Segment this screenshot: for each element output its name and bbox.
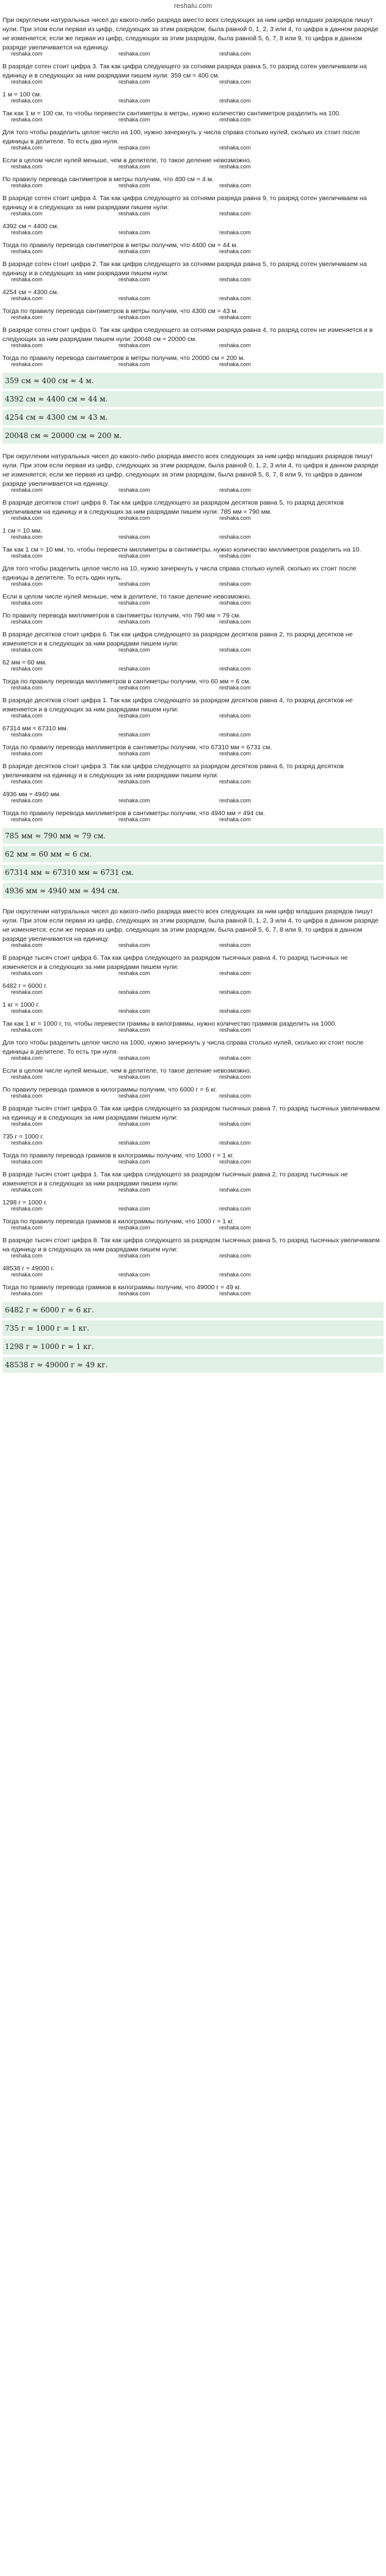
watermark-text: reshaka.com xyxy=(219,515,251,521)
watermark-text: reshaka.com xyxy=(219,342,251,348)
watermark-text: reshaka.com xyxy=(219,1290,251,1297)
watermark-text: reshaka.com xyxy=(11,145,43,151)
watermark-text: reshaka.com xyxy=(219,732,251,738)
watermark-text: reshaka.com xyxy=(219,581,251,587)
answer-line: 62 мм ≈ 60 мм ≈ 6 см. xyxy=(2,846,384,862)
solution-paragraph xyxy=(2,62,384,84)
solution-content xyxy=(0,12,386,1373)
answer-line: 4392 см ≈ 4400 см ≈ 44 м. xyxy=(2,391,384,407)
paragraph-text: По правилу перевода сантиметров в метры получим, что 400 см = 4 м. xyxy=(2,176,214,183)
paragraph-text: 62 мм ≈ 60 мм. xyxy=(2,659,47,666)
watermark-text: reshaka.com xyxy=(11,51,43,57)
solution-paragraph xyxy=(2,527,384,539)
paragraph-text: Если в целом числе нулей меньше, чем в делителе, то такое деление невозможно. xyxy=(2,593,252,600)
watermark-text: reshaka.com xyxy=(118,342,150,348)
paragraph-text: По правилу перевода граммов в килограммы получим, что 6000 г = 6 кг. xyxy=(2,1086,217,1093)
paragraph-text: Тогда по правилу перевода граммов в килограммы получим, что 1000 г = 1 кг. xyxy=(2,1152,234,1159)
watermark-text: reshaka.com xyxy=(11,295,43,301)
answer-line: 785 мм ≈ 790 мм ≈ 79 см. xyxy=(2,828,384,844)
solution-paragraph xyxy=(2,109,384,122)
watermark-text: reshaka.com xyxy=(219,1206,251,1212)
solution-paragraph xyxy=(2,790,384,803)
watermark-text: reshaka.com xyxy=(219,1225,251,1231)
watermark-text: reshaka.com xyxy=(219,295,251,301)
answer-line: 6482 г ≈ 6000 г ≈ 6 кг. xyxy=(2,1302,384,1318)
paragraph-text: 735 г ≈ 1000 г. xyxy=(2,1133,44,1140)
watermark-text: reshaka.com xyxy=(118,1159,150,1165)
watermark-text: reshaka.com xyxy=(118,685,150,691)
paragraph-text: Тогда по правилу перевода сантиметров в метры получим, что 20000 см = 200 м. xyxy=(2,354,246,362)
watermark-text: reshaka.com xyxy=(11,989,43,995)
watermark-text: reshaka.com xyxy=(11,647,43,653)
paragraph-text: При округлении натуральных чисел до какого-либо разряда вместо всех следующих за ним цифр младших разрядов пишут нули. При этом если первая из цифр, следующих за этим разрядом, была равной 0, 1, 2, 3 или 4, то цифра в данном разряде не изменяется; если же первая из цифр, следующих за этим разрядом, была равной 5, 6, 7, 8 или 9, то цифра в данном разряде увеличивается на единицу. xyxy=(2,908,379,943)
watermark-text: reshaka.com xyxy=(118,1008,150,1014)
watermark-text: reshaka.com xyxy=(118,276,150,282)
solution-paragraph xyxy=(2,222,384,235)
watermark-text: reshaka.com xyxy=(219,314,251,320)
paragraph-text: Для того чтобы разделить целое число на 10, нужно зачеркнуть у числа справа столько нулей, сколько их стоит после единицы в делителе. То есть один нуль. xyxy=(2,565,357,581)
paragraph-text: Для того чтобы разделить целое число на 100, нужно зачеркнуть у числа справа столько нулей, сколько их стоит после единицы в делителе. То есть два нуля. xyxy=(2,129,360,145)
paragraph-text: Тогда по правилу перевода миллиметров в сантиметры получим, что 67310 мм = 6731 см. xyxy=(2,744,272,751)
paragraph-text: В разряде десятков стоит цифра 8. Так как цифра следующего за разрядом десятков равна 5, то разряд десятков увеличиваем на единицу и в следующих за ним разрядами пишем нули: 785 мм ≈ 790 мм. xyxy=(2,499,344,516)
solution-paragraph xyxy=(2,724,384,737)
watermark-text: reshaka.com xyxy=(118,816,150,822)
solution-paragraph xyxy=(2,288,384,301)
watermark-text: reshaka.com xyxy=(11,942,43,948)
paragraph-text: По правилу перевода миллиметров в сантиметры получим, что 790 мм = 79 см. xyxy=(2,612,241,619)
watermark-text: reshaka.com xyxy=(11,685,43,691)
watermark-text: reshaka.com xyxy=(11,1027,43,1033)
watermark-text: reshaka.com xyxy=(219,1055,251,1061)
paragraph-text: В разряде тысяч стоит цифра 6. Так как цифра следующего за разрядом тысячных равна 4, то разряд тысячных не изменяется и в следующих за ним разрядами пишем нули: xyxy=(2,954,348,971)
solution-section-c xyxy=(2,907,384,1373)
watermark-text: reshaka.com xyxy=(11,210,43,217)
watermark-text: reshaka.com xyxy=(219,600,251,606)
watermark-text: reshaka.com xyxy=(11,779,43,785)
watermark-text: reshaka.com xyxy=(118,51,150,57)
paragraph-text: 1 м = 100 см. xyxy=(2,91,42,98)
watermark-text: reshaka.com xyxy=(219,647,251,653)
watermark-text: reshaka.com xyxy=(118,1055,150,1061)
solution-paragraph xyxy=(2,545,384,558)
watermark-text: reshaka.com xyxy=(219,942,251,948)
site-header xyxy=(0,0,386,12)
solution-section-b xyxy=(2,452,384,899)
solution-paragraph xyxy=(2,1085,384,1098)
watermark-text: reshaka.com xyxy=(11,666,43,672)
watermark-text: reshaka.com xyxy=(118,1140,150,1146)
watermark-text: reshaka.com xyxy=(219,1187,251,1193)
watermark-text: reshaka.com xyxy=(118,534,150,540)
watermark-text: reshaka.com xyxy=(219,1253,251,1259)
watermark-text: reshaka.com xyxy=(11,797,43,804)
answer-block xyxy=(2,828,384,899)
watermark-text: reshaka.com xyxy=(11,1159,43,1165)
paragraph-text: Так как 1 см = 10 мм, то, чтобы перевести миллиметры в сантиметры, нужно количество миллиметров разделить на 10. xyxy=(2,546,362,553)
watermark-text: reshaka.com xyxy=(219,1074,251,1080)
watermark-text: reshaka.com xyxy=(219,797,251,804)
watermark-text: reshaka.com xyxy=(118,1290,150,1297)
watermark-text: reshaka.com xyxy=(11,229,43,236)
solution-paragraph xyxy=(2,1217,384,1230)
watermark-text: reshaka.com xyxy=(219,553,251,559)
watermark-text: reshaka.com xyxy=(118,581,150,587)
paragraph-text: 6482 г ≈ 6000 г. xyxy=(2,982,48,990)
watermark-text: reshaka.com xyxy=(219,619,251,625)
watermark-text: reshaka.com xyxy=(118,600,150,606)
solution-paragraph xyxy=(2,1001,384,1013)
answer-line: 735 г ≈ 1000 г ≈ 1 кг. xyxy=(2,1320,384,1336)
paragraph-text: Тогда по правилу перевода граммов в килограммы получим, что 1000 г = 1 кг. xyxy=(2,1218,234,1225)
watermark-text: reshaka.com xyxy=(118,487,150,493)
solution-paragraph xyxy=(2,128,384,150)
answer-line: 4254 см ≈ 4300 см ≈ 43 м. xyxy=(2,409,384,425)
watermark-text: reshaka.com xyxy=(219,51,251,57)
watermark-text: reshaka.com xyxy=(219,276,251,282)
solution-paragraph xyxy=(2,564,384,586)
watermark-text: reshaka.com xyxy=(11,1253,43,1259)
paragraph-text: В разряде десятков стоит цифра 1. Так как цифра следующего за разрядом десятков равна 4, то разряд десятков не изменяется и в следующих за ним разрядами пишем нули: xyxy=(2,697,353,713)
paragraph-text: При округлении натуральных чисел до какого-либо разряда вместо всех следующих за ним цифр младших разрядов пишут нули. При этом если первая из цифр, следующих за этим разрядом, была равной 0, 1, 2, 3 или 4, то цифра в данном разряде не изменяется; если же первая из цифр, следующих за этим разрядом, была равной 5, 6, 7, 8 или 9, то цифра в данном разряде увеличивается на единицу. xyxy=(2,16,379,51)
watermark-text: reshaka.com xyxy=(219,750,251,757)
watermark-text: reshaka.com xyxy=(219,713,251,719)
answer-line: 1298 г ≈ 1000 г ≈ 1 кг. xyxy=(2,1339,384,1355)
watermark-text: reshaka.com xyxy=(11,1206,43,1212)
watermark-text: reshaka.com xyxy=(118,248,150,254)
watermark-text: reshaka.com xyxy=(118,1225,150,1231)
solution-paragraph xyxy=(2,592,384,605)
watermark-text: reshaka.com xyxy=(118,970,150,976)
watermark-text: reshaka.com xyxy=(219,666,251,672)
watermark-text: reshaka.com xyxy=(11,487,43,493)
solution-paragraph xyxy=(2,194,384,216)
watermark-text: reshaka.com xyxy=(11,248,43,254)
watermark-text: reshaka.com xyxy=(118,314,150,320)
watermark-text: reshaka.com xyxy=(11,600,43,606)
solution-paragraph xyxy=(2,1020,384,1032)
watermark-text: reshaka.com xyxy=(219,685,251,691)
watermark-text: reshaka.com xyxy=(219,1121,251,1127)
solution-section-a xyxy=(2,16,384,444)
watermark-text: reshaka.com xyxy=(219,361,251,367)
watermark-text: reshaka.com xyxy=(118,1272,150,1278)
solution-paragraph xyxy=(2,1067,384,1079)
watermark-text: reshaka.com xyxy=(118,942,150,948)
paragraph-text: 1298 г ≈ 1000 г. xyxy=(2,1199,48,1206)
watermark-text: reshaka.com xyxy=(11,553,43,559)
solution-paragraph xyxy=(2,16,384,56)
watermark-text: reshaka.com xyxy=(11,182,43,189)
solution-paragraph xyxy=(2,1104,384,1126)
watermark-text: reshaka.com xyxy=(118,779,150,785)
watermark-text: reshaka.com xyxy=(11,534,43,540)
watermark-text: reshaka.com xyxy=(219,1159,251,1165)
watermark-text: reshaka.com xyxy=(118,1027,150,1033)
answer-block xyxy=(2,1302,384,1373)
watermark-text: reshaka.com xyxy=(118,1093,150,1099)
watermark-text: reshaka.com xyxy=(11,515,43,521)
watermark-text: reshaka.com xyxy=(118,750,150,757)
paragraph-text: В разряде сотен стоит цифра 2. Так как цифра следующего за сотнями разряда равна 5, то разряд сотен увеличиваем на единицу и в следующих за ним разрядами пишем нули: xyxy=(2,261,367,277)
watermark-text: reshaka.com xyxy=(118,361,150,367)
watermark-text: reshaka.com xyxy=(11,1272,43,1278)
paragraph-text: Так как 1 кг = 1000 г, то, чтобы перевести граммы в килограммы, нужно количество граммов разделить на 1000. xyxy=(2,1020,337,1027)
paragraph-text: 4392 см ≈ 4400 см. xyxy=(2,223,59,230)
watermark-text: reshaka.com xyxy=(11,276,43,282)
solution-paragraph xyxy=(2,452,384,492)
solution-paragraph xyxy=(2,696,384,718)
watermark-text: reshaka.com xyxy=(11,1290,43,1297)
watermark-text: reshaka.com xyxy=(219,182,251,189)
solution-paragraph xyxy=(2,1283,384,1296)
watermark-text: reshaka.com xyxy=(11,98,43,104)
paragraph-text: В разряде тысяч стоит цифра 0. Так как цифра следующего за разрядом тысячных равна 7, то разряд тысячных увеличиваем на единицу и в следующих за ним разрядами пишем нули: xyxy=(2,1105,380,1121)
solution-paragraph xyxy=(2,326,384,348)
watermark-text: reshaka.com xyxy=(11,970,43,976)
watermark-text: reshaka.com xyxy=(11,1225,43,1231)
watermark-text: reshaka.com xyxy=(219,1272,251,1278)
paragraph-text: Тогда по правилу перевода граммов в килограммы получим, что 49000 г = 49 кг. xyxy=(2,1284,241,1291)
solution-paragraph xyxy=(2,1151,384,1164)
paragraph-text: Тогда по правилу перевода миллиметров в сантиметры получим, что 4940 мм = 494 см. xyxy=(2,810,265,817)
solution-paragraph xyxy=(2,1038,384,1060)
paragraph-text: В разряде тысяч стоит цифра 1. Так как цифра следующего за разрядом тысячных равна 2, то разряд тысячных не изменяется и в следующих за ним разрядами пишем нули: xyxy=(2,1171,348,1187)
paragraph-text: В разряде тысяч стоит цифра 8. Так как цифра следующего за разрядом тысячных равна 5, то разряд тысячных увеличиваем на единицу и в следующих за ним разрядами пишем нули: xyxy=(2,1237,380,1253)
answer-line: 359 см ≈ 400 см ≈ 4 м. xyxy=(2,373,384,389)
watermark-text: reshaka.com xyxy=(219,1008,251,1014)
paragraph-text: В разряде сотен стоит цифра 0. Так как цифра следующего за сотнями разряда равна 4, то разряд сотен не изменяется и в следующих за ним разрядами пишем нули: 20048 см ≈ 20000 см. xyxy=(2,326,373,343)
watermark-text: reshaka.com xyxy=(11,619,43,625)
solution-paragraph xyxy=(2,762,384,784)
paragraph-text: 4936 мм ≈ 4940 мм. xyxy=(2,791,61,798)
answer-line: 20048 см ≈ 20000 см ≈ 200 м. xyxy=(2,428,384,444)
watermark-text: reshaka.com xyxy=(219,248,251,254)
watermark-text: reshaka.com xyxy=(11,713,43,719)
watermark-text: reshaka.com xyxy=(219,487,251,493)
watermark-text: reshaka.com xyxy=(219,1140,251,1146)
solution-paragraph xyxy=(2,90,384,103)
watermark-text: reshaka.com xyxy=(11,342,43,348)
answer-line: 48538 г ≈ 49000 г ≈ 49 кг. xyxy=(2,1357,384,1373)
watermark-text: reshaka.com xyxy=(11,314,43,320)
watermark-text: reshaka.com xyxy=(11,750,43,757)
solution-paragraph xyxy=(2,260,384,282)
solution-paragraph xyxy=(2,1198,384,1211)
watermark-text: reshaka.com xyxy=(219,145,251,151)
paragraph-text: Тогда по правилу перевода сантиметров в метры получим, что 4300 см = 43 м. xyxy=(2,308,238,315)
solution-paragraph xyxy=(2,677,384,690)
solution-paragraph xyxy=(2,1264,384,1277)
watermark-text: reshaka.com xyxy=(118,1074,150,1080)
paragraph-text: 48538 г ≈ 49000 г. xyxy=(2,1265,55,1272)
watermark-text: reshaka.com xyxy=(11,1074,43,1080)
watermark-text: reshaka.com xyxy=(11,79,43,85)
solution-paragraph xyxy=(2,354,384,367)
watermark-text: reshaka.com xyxy=(11,1008,43,1014)
watermark-text: reshaka.com xyxy=(219,534,251,540)
site-name[interactable]: reshalu.com xyxy=(173,2,213,10)
watermark-text: reshaka.com xyxy=(118,553,150,559)
watermark-text: reshaka.com xyxy=(118,713,150,719)
watermark-text: reshaka.com xyxy=(219,970,251,976)
watermark-text: reshaka.com xyxy=(219,989,251,995)
watermark-text: reshaka.com xyxy=(118,79,150,85)
watermark-text: reshaka.com xyxy=(118,1121,150,1127)
watermark-text: reshaka.com xyxy=(11,1121,43,1127)
paragraph-text: В разряде десятков стоит цифра 3. Так как цифра следующего за разрядом десятков равна 6, то разряд десятков увеличиваем на единицу и в следующих за ним разрядами пишем нули: xyxy=(2,763,344,779)
watermark-text: reshaka.com xyxy=(118,182,150,189)
solution-paragraph xyxy=(2,809,384,822)
watermark-text: reshaka.com xyxy=(11,164,43,170)
solution-paragraph xyxy=(2,175,384,188)
watermark-text: reshaka.com xyxy=(118,145,150,151)
watermark-text: reshaka.com xyxy=(219,164,251,170)
watermark-text: reshaka.com xyxy=(118,647,150,653)
paragraph-text: Для того чтобы разделить целое число на 1000, нужно зачеркнуть у числа справа столько нулей, сколько их стоит после единицы в делителе. То есть три нуля. xyxy=(2,1039,364,1056)
paragraph-text: Так как 1 м = 100 см, то чтобы перевести сантиметры в метры, нужно количество сантиметров разделить на 100. xyxy=(2,110,341,117)
paragraph-text: 67314 мм ≈ 67310 мм. xyxy=(2,725,68,732)
solution-paragraph xyxy=(2,1132,384,1145)
watermark-text: reshaka.com xyxy=(219,79,251,85)
paragraph-text: При округлении натуральных чисел до какого-либо разряда вместо всех следующих за ним цифр младших разрядов пишут нули. При этом если первая из цифр, следующих за этим разрядом, была равной 0, 1, 2, 3 или 4, то цифра в данном разряде не изменяется; если же первая из цифр, следующих за этим разрядом, была равной 5, 6, 7, 8 или 9, то цифра в данном разряде увеличивается на единицу. xyxy=(2,453,379,487)
solution-paragraph xyxy=(2,743,384,756)
answer-block xyxy=(2,373,384,444)
watermark-text: reshaka.com xyxy=(219,1093,251,1099)
watermark-text: reshaka.com xyxy=(219,98,251,104)
solution-paragraph xyxy=(2,498,384,520)
watermark-text: reshaka.com xyxy=(219,816,251,822)
watermark-text: reshaka.com xyxy=(118,229,150,236)
watermark-text: reshaka.com xyxy=(118,295,150,301)
watermark-text: reshaka.com xyxy=(11,1140,43,1146)
watermark-text: reshaka.com xyxy=(219,229,251,236)
solution-paragraph xyxy=(2,954,384,976)
watermark-text: reshaka.com xyxy=(11,1093,43,1099)
paragraph-text: Если в целом числе нулей меньше, чем в делителе, то такое деление невозможно. xyxy=(2,1067,252,1074)
answer-line: 67314 мм ≈ 67310 мм ≈ 6731 см. xyxy=(2,865,384,880)
watermark-text: reshaka.com xyxy=(118,666,150,672)
solution-paragraph xyxy=(2,1170,384,1192)
watermark-text: reshaka.com xyxy=(118,1253,150,1259)
watermark-text: reshaka.com xyxy=(118,619,150,625)
paragraph-text: Тогда по правилу перевода сантиметров в метры получим, что 4400 см = 44 м. xyxy=(2,242,238,249)
solution-paragraph xyxy=(2,1236,384,1258)
watermark-text: reshaka.com xyxy=(11,1187,43,1193)
paragraph-text: 1 см = 10 мм. xyxy=(2,527,43,534)
solution-paragraph xyxy=(2,307,384,320)
watermark-text: reshaka.com xyxy=(11,361,43,367)
watermark-text: reshaka.com xyxy=(118,1206,150,1212)
watermark-text: reshaka.com xyxy=(11,816,43,822)
watermark-text: reshaka.com xyxy=(118,210,150,217)
watermark-text: reshaka.com xyxy=(11,1055,43,1061)
solution-paragraph xyxy=(2,907,384,948)
watermark-text: reshaka.com xyxy=(219,210,251,217)
paragraph-text: Если в целом числе нулей меньше, чем в делителе, то такое деление невозможно. xyxy=(2,157,252,164)
solution-paragraph xyxy=(2,156,384,169)
answer-line: 4936 мм ≈ 4940 мм ≈ 494 см. xyxy=(2,883,384,899)
watermark-text: reshaka.com xyxy=(118,164,150,170)
solution-paragraph xyxy=(2,982,384,995)
paragraph-text: Тогда по правилу перевода миллиметров в сантиметры получим, что 60 мм = 6 см. xyxy=(2,678,251,685)
watermark-text: reshaka.com xyxy=(219,1027,251,1033)
watermark-text: reshaka.com xyxy=(11,732,43,738)
paragraph-text: В разряде сотен стоит цифра 4. Так как цифра следующего за сотнями разряда равна 9, то разряд сотен увеличиваем на единицу и в следующих за ним разрядами пишем нули: xyxy=(2,195,367,211)
solution-paragraph xyxy=(2,611,384,624)
watermark-text: reshaka.com xyxy=(118,1187,150,1193)
paragraph-text: В разряде десятков стоит цифра 6. Так как цифра следующего за разрядом десятков равна 2, то разряд десятков не изменяется и в следующих за ним разрядами пишем нули: xyxy=(2,631,353,647)
watermark-text: reshaka.com xyxy=(118,989,150,995)
solution-paragraph xyxy=(2,241,384,254)
watermark-text: reshaka.com xyxy=(118,515,150,521)
watermark-text: reshaka.com xyxy=(118,117,150,123)
watermark-text: reshaka.com xyxy=(219,117,251,123)
watermark-text: reshaka.com xyxy=(219,779,251,785)
paragraph-text: 1 кг = 1000 г. xyxy=(2,1001,40,1009)
solution-paragraph xyxy=(2,658,384,671)
paragraph-text: 4254 см ≈ 4300 см. xyxy=(2,289,59,296)
watermark-text: reshaka.com xyxy=(11,117,43,123)
watermark-text: reshaka.com xyxy=(118,98,150,104)
watermark-text: reshaka.com xyxy=(118,797,150,804)
solution-paragraph xyxy=(2,630,384,652)
paragraph-text: В разряде сотен стоит цифра 3. Так как цифра следующего за сотнями разряда равна 5, то разряд сотен увеличиваем на единицу и в следующих за ним разрядами пишем нули: 359 см ≈ 400 см. xyxy=(2,63,367,79)
watermark-text: reshaka.com xyxy=(118,732,150,738)
watermark-text: reshaka.com xyxy=(11,581,43,587)
